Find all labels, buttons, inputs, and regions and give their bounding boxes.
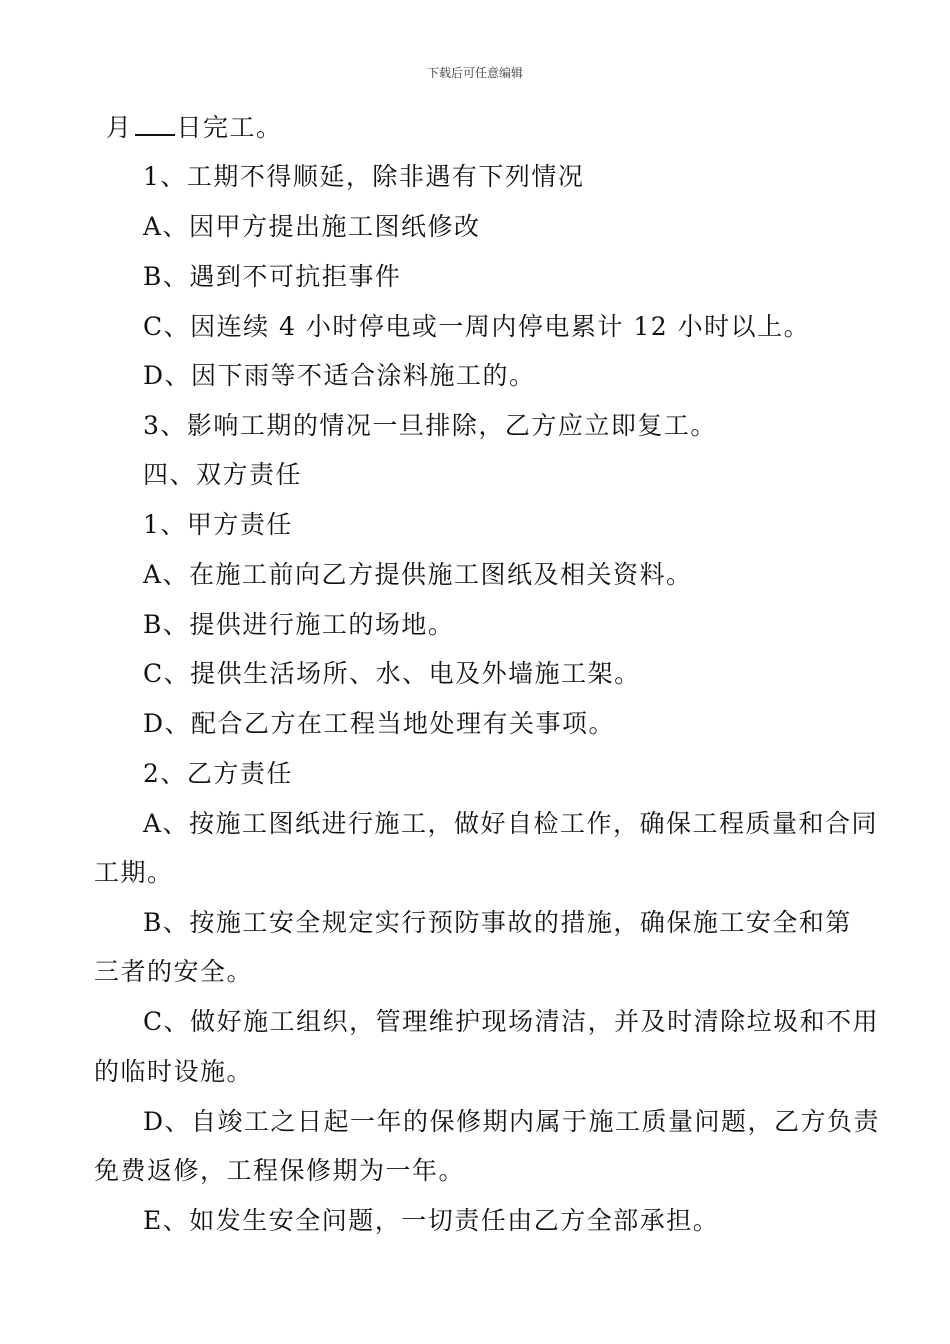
paragraph-line: A、因甲方提出施工图纸修改 bbox=[143, 212, 481, 241]
paragraph-line: D、配合乙方在工程当地处理有关事项。 bbox=[143, 709, 616, 738]
paragraph-line: B、按施工安全规定实行预防事故的措施，确保施工安全和第 bbox=[143, 908, 852, 937]
day-blank bbox=[135, 112, 175, 136]
completion-text: 日完工。 bbox=[176, 113, 283, 142]
paragraph-line: A、在施工前向乙方提供施工图纸及相关资料。 bbox=[143, 560, 693, 589]
paragraph-line: C、因连续 4 小时停电或一周内停电累计 12 小时以上。 bbox=[143, 312, 811, 341]
paragraph-line: 免费返修，工程保修期为一年。 bbox=[94, 1156, 466, 1185]
first-line bbox=[106, 112, 283, 144]
paragraph-line: D、自竣工之日起一年的保修期内属于施工质量问题，乙方负责 bbox=[143, 1107, 881, 1136]
paragraph-line: B、提供进行施工的场地。 bbox=[143, 610, 455, 639]
paragraph-line: B、遇到不可抗拒事件 bbox=[143, 262, 402, 291]
paragraph-line: 的临时设施。 bbox=[94, 1057, 254, 1086]
paragraph-line: 1、工期不得顺延，除非遇有下列情况 bbox=[143, 162, 585, 191]
paragraph-line: 工期。 bbox=[94, 858, 174, 887]
month-text: 月 bbox=[106, 113, 133, 142]
paragraph-line: A、按施工图纸进行施工，做好自检工作，确保工程质量和合同 bbox=[143, 809, 879, 838]
paragraph-line: 3、影响工期的情况一旦排除，乙方应立即复工。 bbox=[143, 411, 717, 440]
paragraph-line: E、如发生安全问题，一切责任由乙方全部承担。 bbox=[143, 1206, 720, 1235]
paragraph-line: 1、甲方责任 bbox=[143, 510, 293, 539]
paragraph-line: C、做好施工组织，管理维护现场清洁，并及时清除垃圾和不用 bbox=[143, 1007, 880, 1036]
page-header: 下载后可任意编辑 bbox=[426, 66, 523, 80]
section-heading: 四、双方责任 bbox=[143, 460, 303, 489]
paragraph-line: 三者的安全。 bbox=[94, 957, 254, 986]
paragraph-line: C、提供生活场所、水、电及外墙施工架。 bbox=[143, 659, 641, 688]
paragraph-line: D、因下雨等不适合涂料施工的。 bbox=[143, 361, 536, 390]
paragraph-line: 2、乙方责任 bbox=[143, 759, 293, 788]
